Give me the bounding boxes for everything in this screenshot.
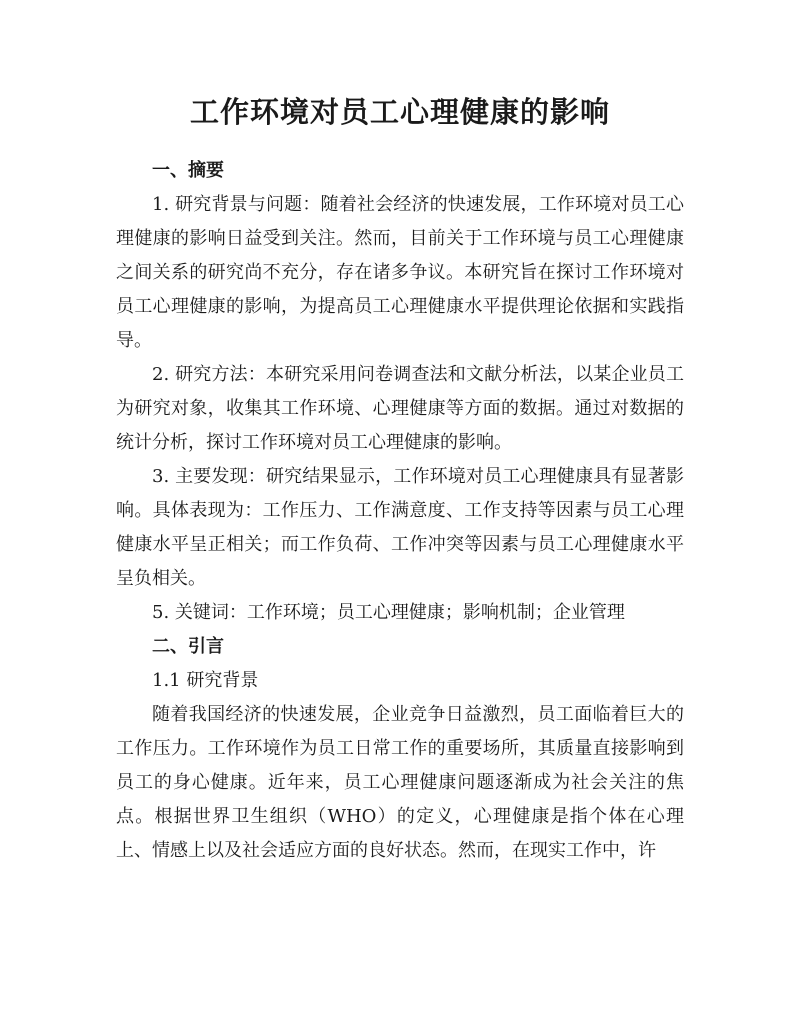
abstract-paragraph-5: 5. 关键词：工作环境；员工心理健康；影响机制；企业管理: [152, 602, 625, 623]
intro-subheading: 1.1 研究背景: [152, 670, 259, 691]
abstract-paragraph-2: 2. 研究方法：本研究采用问卷调查法和文献分析法，以某企业员工为研究对象，收集其工作环境、心理健康等方面的数据。通过对数据的统计分析，探讨工作环境对员工心理健康的影响。: [116, 364, 684, 453]
intro-heading: 二、引言: [152, 636, 224, 657]
abstract-heading: 一、摘要: [152, 160, 224, 181]
abstract-paragraph-1: 1. 研究背景与问题：随着社会经济的快速发展，工作环境对员工心理健康的影响日益受到关注。然而，目前关于工作环境与员工心理健康之间关系的研究尚不充分，存在诸多争议。本研究旨在探讨工作环境对员工心理健康的影响，为提高员工心理健康水平提供理论依据和实践指导。: [116, 194, 684, 351]
intro-paragraph-1: 随着我国经济的快速发展，企业竞争日益激烈，员工面临着巨大的工作压力。工作环境作为员工日常工作的重要场所，其质量直接影响到员工的身心健康。近年来，员工心理健康问题逐渐成为社会关注的焦点。根据世界卫生组织（WHO）的定义，心理健康是指个体在心理上、情感上以及社会适应方面的良好状态。然而，在现实工作中，许: [116, 704, 684, 861]
document-title: 工作环境对员工心理健康的影响: [189, 95, 610, 129]
abstract-paragraph-3: 3. 主要发现：研究结果显示，工作环境对员工心理健康具有显著影响。具体表现为：工作压力、工作满意度、工作支持等因素与员工心理健康水平呈正相关；而工作负荷、工作冲突等因素与员工心理健康水平呈负相关。: [116, 466, 684, 589]
